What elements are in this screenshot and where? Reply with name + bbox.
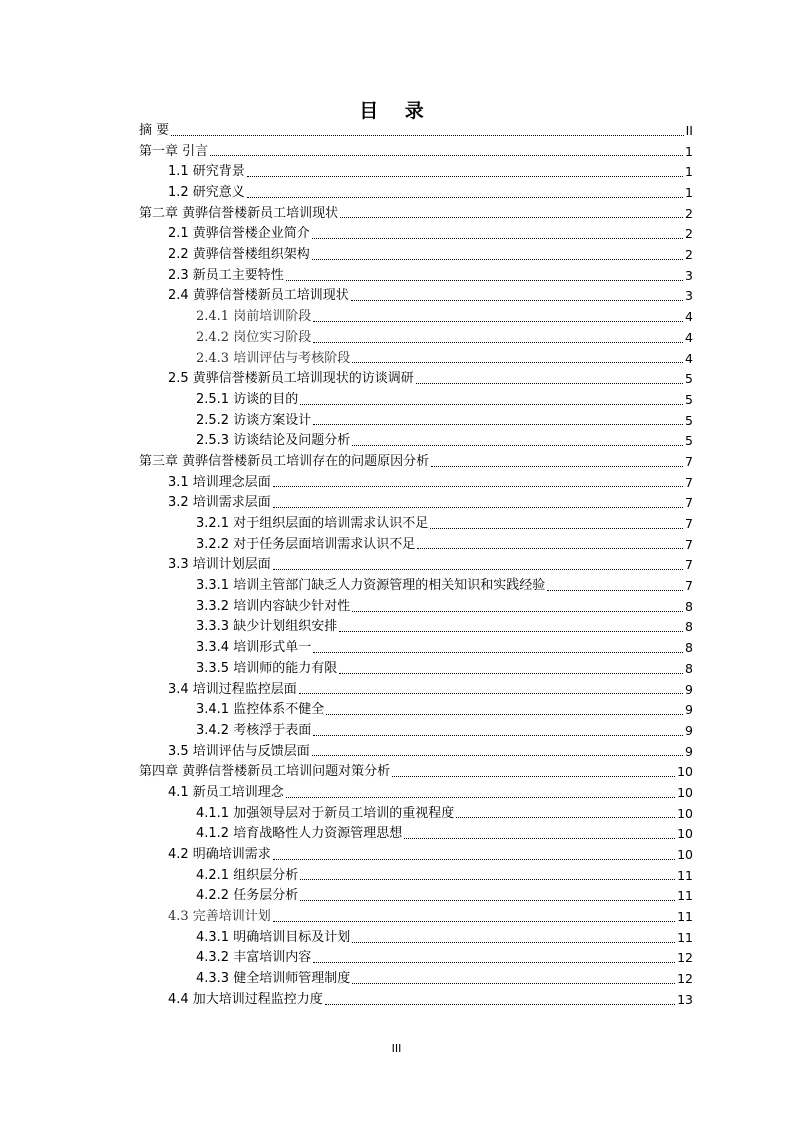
toc-entry[interactable] <box>139 183 693 204</box>
toc-entry-title: 2.5.2 访谈方案设计 <box>196 412 312 428</box>
toc-entry[interactable] <box>139 886 693 907</box>
toc-leader-dots <box>313 735 683 736</box>
toc-entry[interactable] <box>139 618 693 639</box>
toc-entry-title: 2.5.3 访谈结论及问题分析 <box>196 433 351 449</box>
toc-entry-page: 5 <box>685 391 693 407</box>
toc-leader-dots <box>299 693 683 694</box>
toc-entry-page: 7 <box>685 516 693 532</box>
toc-entry-title: 4.2.1 组织层分析 <box>196 867 299 883</box>
toc-entry-title: 第四章 黄骅信誉楼新员工培训问题对策分析 <box>139 764 391 780</box>
toc-entry[interactable] <box>139 845 693 866</box>
toc-entry-page: 1 <box>685 143 693 159</box>
toc-entry-title: 2.2 黄骅信誉楼组织架构 <box>168 247 310 263</box>
toc-entry[interactable] <box>139 369 693 390</box>
toc-entry-title: 1.1 研究背景 <box>168 164 245 180</box>
toc-entry-title: 第三章 黄骅信誉楼新员工培训存在的问题原因分析 <box>139 453 430 469</box>
toc-leader-dots <box>286 797 675 798</box>
toc-entry-title: 4.1 新员工培训理念 <box>168 784 284 800</box>
toc-entry[interactable] <box>139 162 693 183</box>
toc-entry-title: 4.1.2 培育战略性人力资源管理思想 <box>196 826 403 842</box>
toc-leader-dots <box>352 611 683 612</box>
toc-leader-dots <box>339 673 683 674</box>
toc-entry-page: 8 <box>685 640 693 656</box>
toc-entry-title: 3.5 培训评估与反馈层面 <box>168 743 310 759</box>
toc-entry[interactable] <box>139 907 693 928</box>
toc-entry-page: 4 <box>685 329 693 345</box>
toc-leader-dots <box>352 445 683 446</box>
toc-leader-dots <box>300 404 683 405</box>
toc-leader-dots <box>313 424 683 425</box>
toc-entry-page: 2 <box>685 205 693 221</box>
toc-leader-dots <box>325 1004 675 1005</box>
toc-entry-page: 11 <box>677 909 693 925</box>
toc-entry-page: 13 <box>677 991 693 1007</box>
toc-entry-title: 3.4.1 监控体系不健全 <box>196 702 325 718</box>
toc-leader-dots <box>312 259 683 260</box>
toc-leader-dots <box>247 176 683 177</box>
toc-entry-page: 1 <box>685 164 693 180</box>
toc-entry[interactable] <box>139 307 693 328</box>
toc-entry-title: 2.4.3 培训评估与考核阶段 <box>196 350 351 366</box>
table-of-contents <box>139 121 693 1011</box>
toc-entry[interactable] <box>139 349 693 370</box>
toc-leader-dots <box>273 507 683 508</box>
toc-entry-page: 5 <box>685 433 693 449</box>
toc-entry-page: 1 <box>685 185 693 201</box>
toc-entry-title: 摘 要 <box>139 122 170 138</box>
toc-entry-title: 3.3.5 培训师的能力有限 <box>196 660 338 676</box>
toc-leader-dots <box>313 652 683 653</box>
toc-entry-page: 10 <box>677 847 693 863</box>
toc-entry[interactable] <box>139 204 693 225</box>
toc-entry[interactable] <box>139 969 693 990</box>
toc-entry-page: 7 <box>685 536 693 552</box>
toc-leader-dots <box>210 155 683 156</box>
toc-entry-title: 3.3.4 培训形式单一 <box>196 640 312 656</box>
toc-leader-dots <box>352 362 683 363</box>
toc-entry[interactable] <box>139 824 693 845</box>
toc-entry-title: 4.3.3 健全培训师管理制度 <box>196 971 351 987</box>
toc-entry-title: 2.4 黄骅信誉楼新员工培训现状 <box>168 288 349 304</box>
toc-leader-dots <box>351 300 683 301</box>
toc-entry-title: 4.3.1 明确培训目标及计划 <box>196 929 351 945</box>
toc-entry-title: 3.4 培训过程监控层面 <box>168 681 297 697</box>
toc-leader-dots <box>273 921 675 922</box>
toc-entry-page: 3 <box>685 288 693 304</box>
toc-entry-page: 9 <box>685 722 693 738</box>
toc-entry[interactable] <box>139 245 693 266</box>
toc-entry-page: II <box>685 122 693 138</box>
toc-entry-page: 2 <box>685 247 693 263</box>
toc-entry-title: 3.3.1 培训主管部门缺乏人力资源管理的相关知识和实践经验 <box>196 578 546 594</box>
toc-entry-title: 3.2 培训需求层面 <box>168 495 271 511</box>
toc-entry-title: 4.2 明确培训需求 <box>168 847 271 863</box>
toc-entry-page: 11 <box>677 929 693 945</box>
toc-entry-title: 3.1 培训理念层面 <box>168 474 271 490</box>
toc-entry-page: 5 <box>685 412 693 428</box>
toc-entry-page: 8 <box>685 598 693 614</box>
toc-entry-title: 4.2.2 任务层分析 <box>196 888 299 904</box>
toc-leader-dots <box>312 238 683 239</box>
toc-entry-title: 3.2.1 对于组织层面的培训需求认识不足 <box>196 516 429 532</box>
toc-entry[interactable] <box>139 949 693 970</box>
toc-entry-page: 8 <box>685 660 693 676</box>
toc-entry-page: 9 <box>685 702 693 718</box>
toc-entry-title: 4.1.1 加强领导层对于新员工培训的重视程度 <box>196 805 455 821</box>
toc-entry-page: 7 <box>685 578 693 594</box>
toc-entry[interactable] <box>139 431 693 452</box>
toc-entry-page: 8 <box>685 619 693 635</box>
toc-leader-dots <box>352 942 675 943</box>
toc-entry[interactable] <box>139 762 693 783</box>
toc-entry-title: 4.3 完善培训计划 <box>168 909 271 925</box>
toc-entry[interactable] <box>139 783 693 804</box>
toc-entry[interactable] <box>139 804 693 825</box>
toc-entry[interactable] <box>139 287 693 308</box>
toc-leader-dots <box>247 197 683 198</box>
toc-entry[interactable] <box>139 266 693 287</box>
toc-leader-dots <box>286 280 683 281</box>
toc-leader-dots <box>547 590 683 591</box>
toc-leader-dots <box>171 135 683 136</box>
toc-entry-title: 2.5.1 访谈的目的 <box>196 391 299 407</box>
toc-entry[interactable] <box>139 224 693 245</box>
toc-leader-dots <box>300 879 675 880</box>
toc-entry[interactable] <box>139 411 693 432</box>
toc-entry-title: 2.4.2 岗位实习阶段 <box>196 329 312 345</box>
toc-leader-dots <box>456 817 675 818</box>
toc-entry-page: 7 <box>685 474 693 490</box>
toc-entry-page: 2 <box>685 226 693 242</box>
toc-leader-dots <box>312 755 683 756</box>
toc-entry[interactable] <box>139 597 693 618</box>
toc-leader-dots <box>340 217 683 218</box>
toc-entry-page: 12 <box>677 971 693 987</box>
toc-leader-dots <box>404 838 675 839</box>
toc-entry[interactable] <box>139 721 693 742</box>
toc-entry-title: 3.4.2 考核浮于表面 <box>196 722 312 738</box>
toc-entry-title: 第二章 黄骅信誉楼新员工培训现状 <box>139 205 339 221</box>
toc-title: 目 录 <box>359 100 434 122</box>
toc-leader-dots <box>431 466 683 467</box>
toc-entry-page: 4 <box>685 309 693 325</box>
toc-entry[interactable] <box>139 638 693 659</box>
toc-entry-page: 7 <box>685 453 693 469</box>
toc-leader-dots <box>273 569 683 570</box>
toc-leader-dots <box>392 776 675 777</box>
toc-entry-page: 11 <box>677 867 693 883</box>
toc-entry-title: 1.2 研究意义 <box>168 185 245 201</box>
toc-entry-page: 7 <box>685 557 693 573</box>
toc-entry-title: 2.4.1 岗前培训阶段 <box>196 309 312 325</box>
toc-entry[interactable] <box>139 990 693 1011</box>
toc-entry[interactable] <box>139 514 693 535</box>
toc-entry-page: 3 <box>685 267 693 283</box>
page-number: III <box>391 1042 402 1055</box>
toc-leader-dots <box>300 900 675 901</box>
toc-entry[interactable] <box>139 928 693 949</box>
toc-leader-dots <box>417 548 683 549</box>
toc-entry[interactable] <box>139 535 693 556</box>
toc-entry[interactable] <box>139 493 693 514</box>
toc-entry[interactable] <box>139 121 693 142</box>
toc-entry-title: 2.1 黄骅信誉楼企业简介 <box>168 226 310 242</box>
toc-leader-dots <box>326 714 683 715</box>
toc-leader-dots <box>273 859 675 860</box>
toc-entry-page: 5 <box>685 371 693 387</box>
toc-entry[interactable] <box>139 328 693 349</box>
toc-entry-title: 3.3.2 培训内容缺少针对性 <box>196 598 351 614</box>
toc-entry-title: 3.3.3 缺少计划组织安排 <box>196 619 338 635</box>
toc-entry-title: 3.3 培训计划层面 <box>168 557 271 573</box>
toc-entry-title: 4.3.2 丰富培训内容 <box>196 950 312 966</box>
toc-entry-page: 10 <box>677 826 693 842</box>
toc-entry-title: 2.5 黄骅信誉楼新员工培训现状的访谈调研 <box>168 371 414 387</box>
toc-leader-dots <box>352 983 675 984</box>
toc-entry[interactable] <box>139 700 693 721</box>
toc-entry-page: 10 <box>677 805 693 821</box>
toc-leader-dots <box>416 383 683 384</box>
toc-entry[interactable] <box>139 390 693 411</box>
toc-entry-page: 7 <box>685 495 693 511</box>
toc-entry[interactable] <box>139 142 693 163</box>
toc-entry[interactable] <box>139 659 693 680</box>
toc-entry[interactable] <box>139 866 693 887</box>
toc-entry-title: 3.2.2 对于任务层面培训需求认识不足 <box>196 536 416 552</box>
toc-entry[interactable] <box>139 452 693 473</box>
toc-leader-dots <box>273 486 683 487</box>
toc-entry-title: 第一章 引言 <box>139 143 209 159</box>
toc-entry-page: 10 <box>677 784 693 800</box>
toc-entry-page: 9 <box>685 681 693 697</box>
toc-leader-dots <box>339 631 683 632</box>
toc-entry[interactable] <box>139 473 693 494</box>
toc-entry-page: 4 <box>685 350 693 366</box>
toc-entry-page: 10 <box>677 764 693 780</box>
toc-entry[interactable] <box>139 555 693 576</box>
toc-entry-page: 9 <box>685 743 693 759</box>
toc-entry-page: 11 <box>677 888 693 904</box>
toc-entry[interactable] <box>139 576 693 597</box>
toc-leader-dots <box>430 528 683 529</box>
toc-entry-title: 4.4 加大培训过程监控力度 <box>168 991 323 1007</box>
toc-leader-dots <box>313 962 675 963</box>
toc-entry-title: 2.3 新员工主要特性 <box>168 267 284 283</box>
toc-leader-dots <box>313 342 683 343</box>
toc-leader-dots <box>313 321 683 322</box>
toc-entry-page: 12 <box>677 950 693 966</box>
toc-entry[interactable] <box>139 680 693 701</box>
toc-entry[interactable] <box>139 742 693 763</box>
